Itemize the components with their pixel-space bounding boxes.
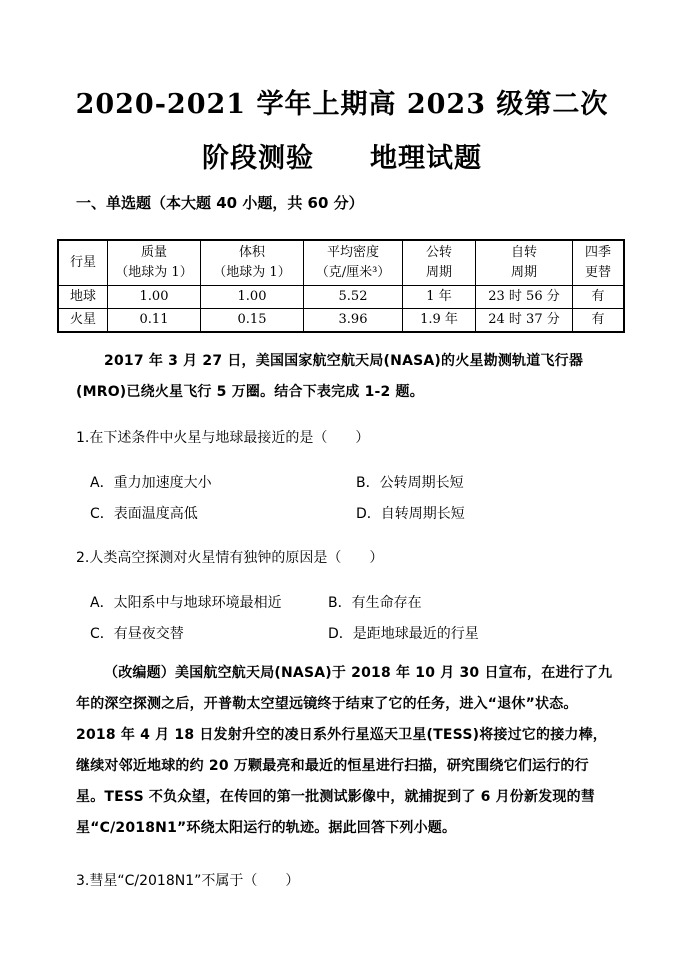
header-line: 更替 <box>584 265 611 280</box>
table-cell: 0.11 <box>108 309 201 333</box>
page-title-line2: 阶段测验 地理试题 <box>202 143 482 174</box>
table-cell: 3.96 <box>304 309 403 333</box>
q1-option-a: A．重力加速度大小 <box>90 475 212 491</box>
table-cell: 1.00 <box>108 286 201 309</box>
table-cell: 1.00 <box>201 286 304 309</box>
table-header-row <box>58 240 624 286</box>
table-row <box>58 309 624 333</box>
header-line: 平均密度 <box>326 245 379 260</box>
q1-option-b: B．公转周期长短 <box>356 475 464 491</box>
table-header-cell <box>201 240 304 286</box>
table-cell: 有 <box>573 309 625 333</box>
q2-option-d: D．是距地球最近的行星 <box>328 626 479 642</box>
table-header-cell <box>304 240 403 286</box>
table-header-cell <box>108 240 201 286</box>
header-line: 体积 <box>238 245 265 260</box>
q2-option-c: C．有昼夜交替 <box>90 626 184 642</box>
header-line: 公转 <box>425 245 452 260</box>
table-cell: 0.15 <box>201 309 304 333</box>
table-cell: 地球 <box>58 286 108 309</box>
table-cell: 1 年 <box>403 286 476 309</box>
table-row <box>58 286 624 309</box>
table-header-cell <box>573 240 625 286</box>
header-line: （克/厘米³） <box>315 265 391 280</box>
passage-2: （改编题）美国航空航天局(NASA)于 2018 年 10 月 30 日宣布，在进行了九年的深空探测之后，开普勒太空望远镜终于结束了它的任务，进入“退休”状态。2018 年 4 月 18 日发射升空的凌日系外行星巡天卫星(TESS)将接过它的接力棒，继续对邻近地球的约 20 万颗最亮和最近的恒星进行扫描，研究围绕它们运行的行星。TESS 不负众望，在传回的第一批测试影像中，就捕捉到了 6 月份新发现的彗星“C/2018N1”环绕太阳运行的轨迹。据此回答下列小题。 <box>76 665 613 836</box>
header-line: （地球为 1） <box>115 265 193 280</box>
table-cell: 有 <box>573 286 625 309</box>
page-title-line1: 2020-2021 学年上期高 2023 级第二次 <box>75 89 609 120</box>
passage-1: 2017 年 3 月 27 日，美国国家航空航天局(NASA)的火星勘测轨道飞行器(MRO)已绕火星飞行 5 万圈。结合下表完成 1-2 题。 <box>76 353 584 400</box>
question-3-stem: 3.彗星“C/2018N1”不属于（ ） <box>76 873 300 889</box>
question-1-stem: 1.在下述条件中火星与地球最接近的是（ ） <box>76 430 370 446</box>
table-cell: 火星 <box>58 309 108 333</box>
q1-option-d: D．自转周期长短 <box>356 506 465 522</box>
table-header-cell <box>476 240 573 286</box>
q1-option-c: C．表面温度高低 <box>90 506 198 522</box>
header-line: 质量 <box>140 245 167 260</box>
table-cell: 23 时 56 分 <box>476 286 573 309</box>
table-cell: 1.9 年 <box>403 309 476 333</box>
header-line: 行星 <box>69 255 96 270</box>
q2-option-a: A．太阳系中与地球环境最相近 <box>90 595 282 611</box>
header-line: （地球为 1） <box>213 265 291 280</box>
table-cell: 24 时 37 分 <box>476 309 573 333</box>
planet-data-table <box>57 239 625 333</box>
section-heading: 一、单选题（本大题 40 小题，共 60 分） <box>76 194 364 212</box>
header-line: 自转 <box>510 245 537 260</box>
table-header-cell <box>58 240 108 286</box>
q2-option-b: B．有生命存在 <box>328 595 422 611</box>
header-line: 周期 <box>510 265 537 280</box>
table-cell: 5.52 <box>304 286 403 309</box>
header-line: 四季 <box>584 245 611 260</box>
table-header-cell <box>403 240 476 286</box>
header-line: 周期 <box>425 265 452 280</box>
question-2-stem: 2.人类高空探测对火星情有独钟的原因是（ ） <box>76 550 384 566</box>
